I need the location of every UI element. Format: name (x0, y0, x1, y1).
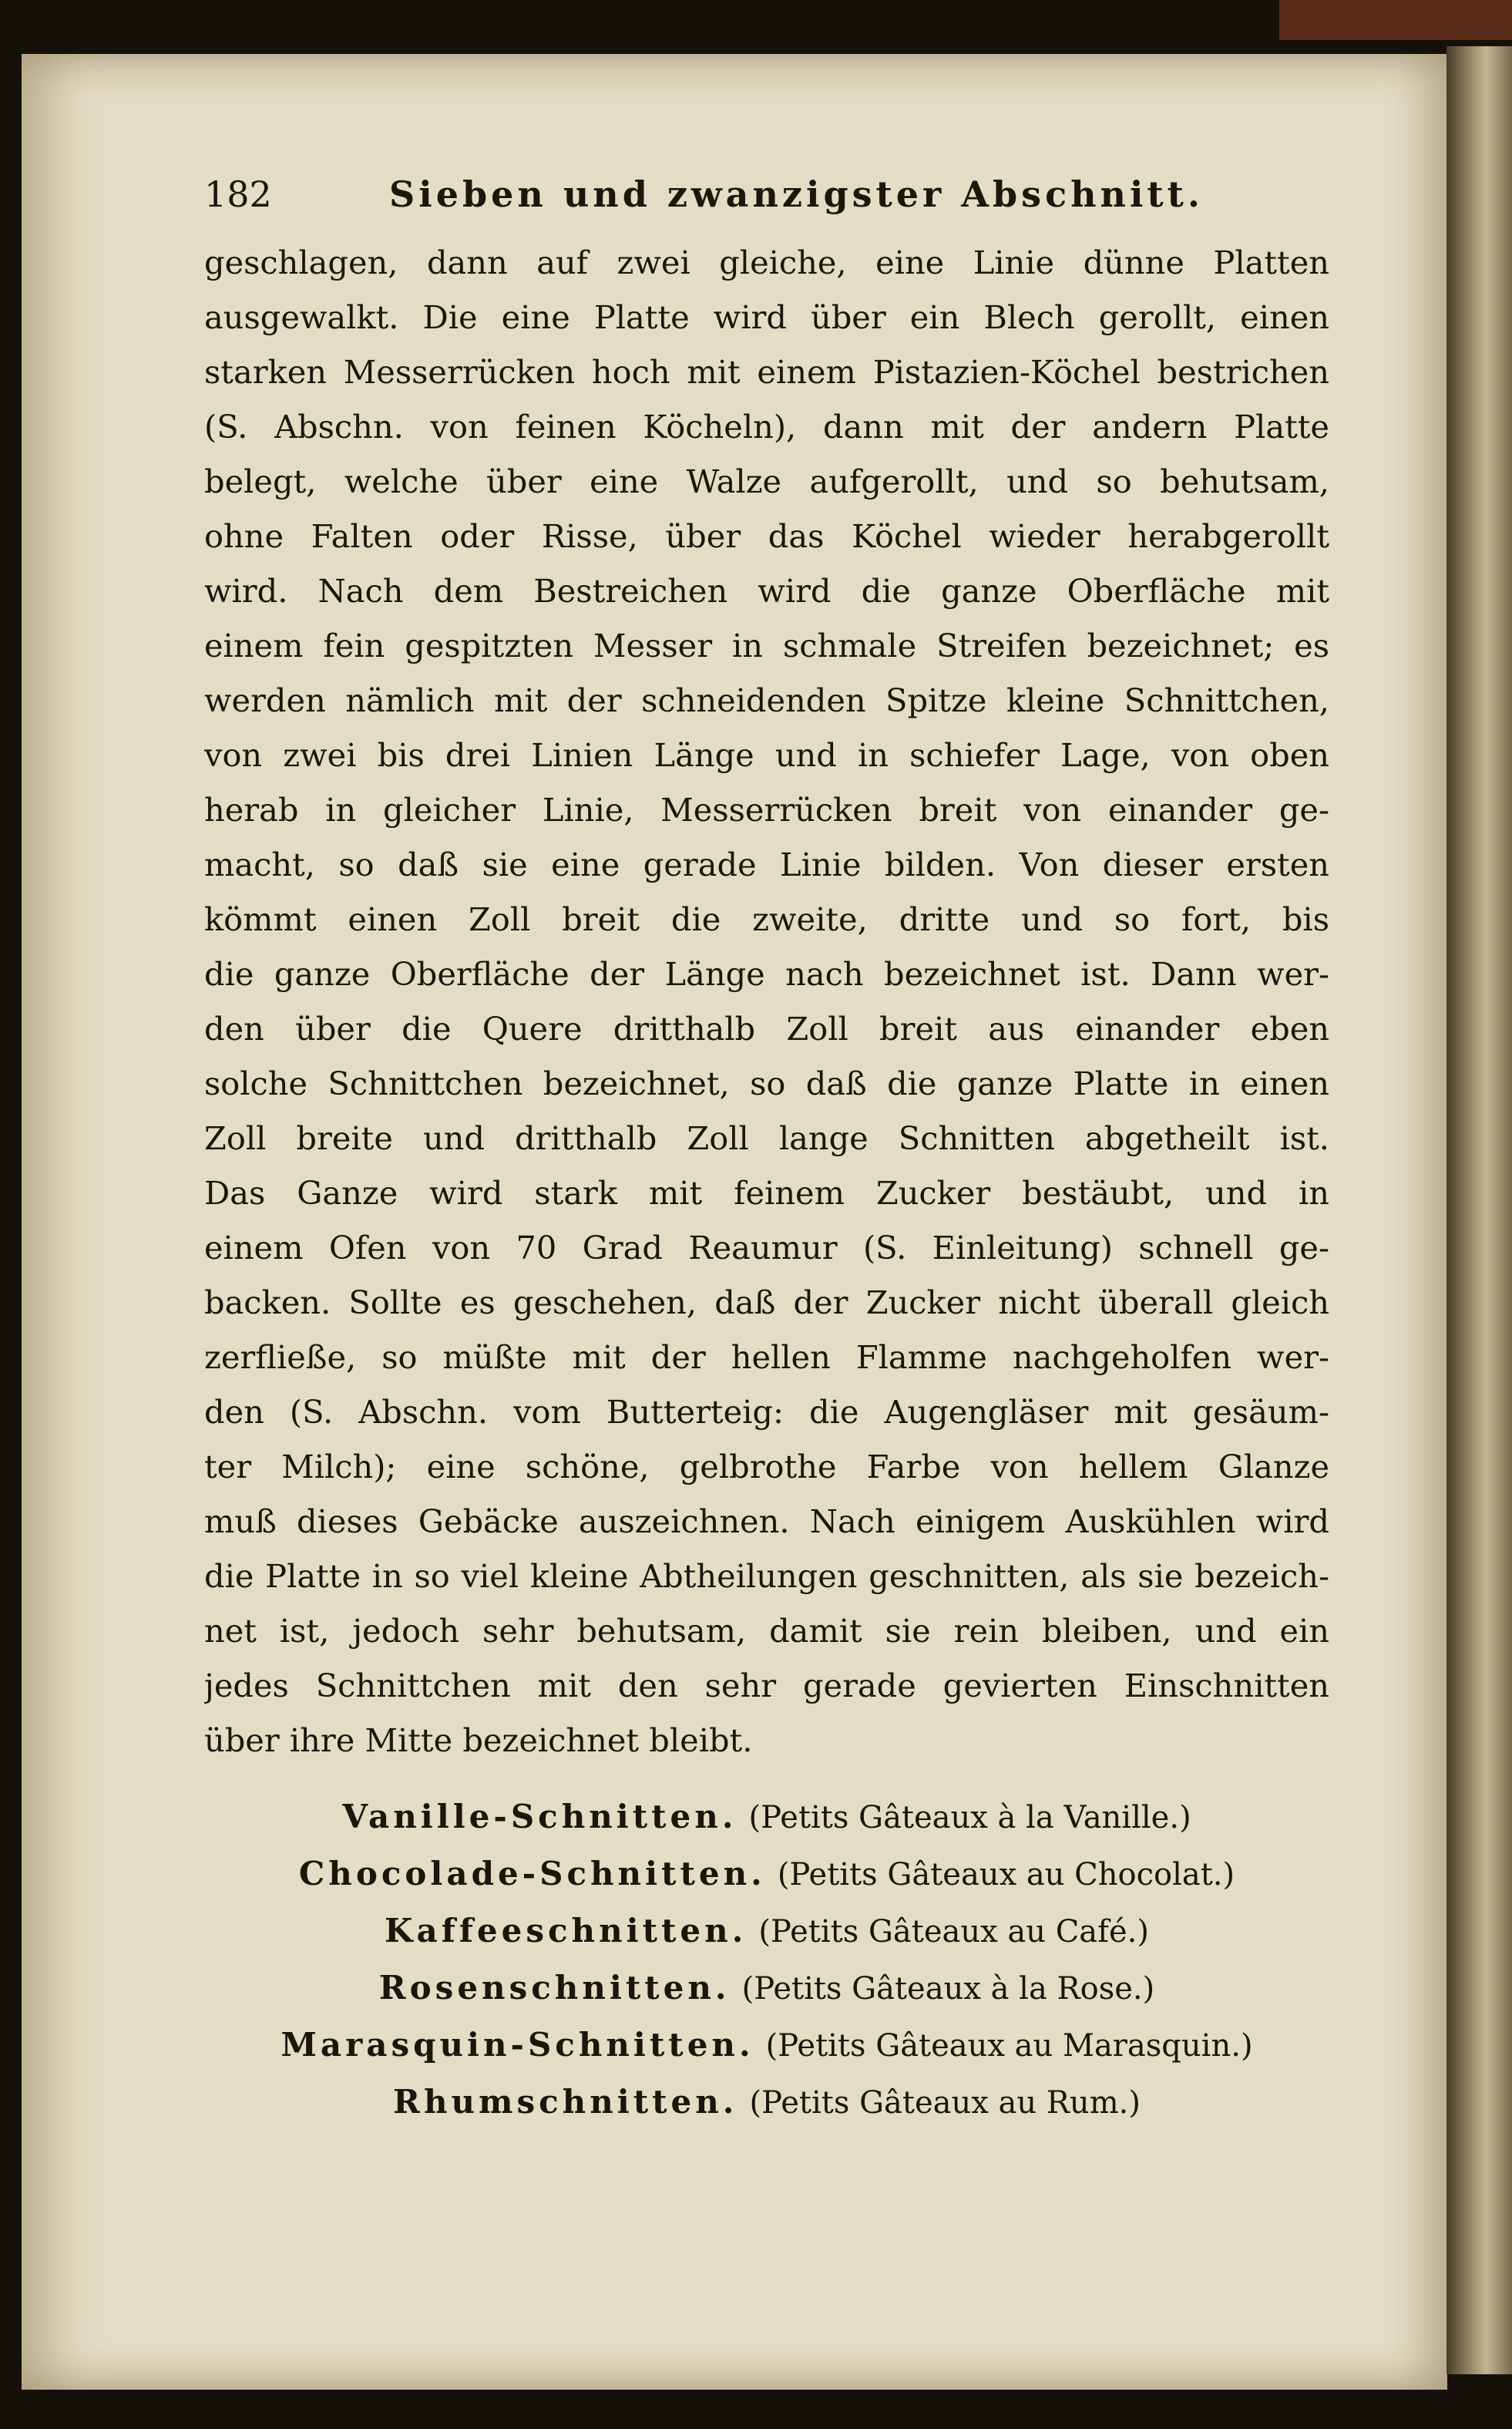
body-text (204, 235, 1329, 1768)
recipe-title (204, 2017, 1329, 2074)
recipe-title-german: Marasquin-Schnitten. (281, 2026, 754, 2064)
text-line: belegt, welche über eine Walze aufgerollt, und so behutsam, (204, 463, 1329, 500)
text-line: starken Messerrücken hoch mit einem Pistazien-Köchel bestrichen (204, 353, 1329, 391)
recipe-title (204, 1845, 1329, 1902)
running-title: Sieben und zwanzigster Abschnitt. (389, 173, 1204, 215)
recipe-title-german: Rosenschnitten. (378, 1969, 731, 2007)
recipe-title-list (204, 1788, 1329, 2131)
text-line: jedes Schnittchen mit den sehr gerade gevierten Einschnitten (204, 1667, 1329, 1704)
text-line: muß dieses Gebäcke auszeichnen. Nach einigem Auskühlen wird (204, 1502, 1329, 1540)
text-line: kömmt einen Zoll breit die zweite, dritte und so fort, bis (204, 900, 1329, 938)
recipe-title-french: (Petits Gâteaux au Café.) (758, 1914, 1149, 1950)
text-line: geschlagen, dann auf zwei gleiche, eine Linie dünne Platten (204, 244, 1329, 281)
recipe-title-french: (Petits Gâteaux au Marasquin.) (765, 2028, 1253, 2064)
recipe-title (204, 1902, 1329, 1960)
text-line: Zoll breite und dritthalb Zoll lange Schnitten abgetheilt ist. (204, 1119, 1329, 1157)
text-line: macht, so daß sie eine gerade Linie bilden. Von dieser ersten (204, 846, 1329, 883)
recipe-title-german: Vanille-Schnitten. (342, 1798, 738, 1835)
text-line: net ist, jedoch sehr behutsam, damit sie rein bleiben, und ein (204, 1612, 1329, 1650)
recipe-title-french: (Petits Gâteaux à la Vanille.) (748, 1800, 1191, 1835)
text-line: ausgewalkt. Die eine Platte wird über ein Blech gerollt, einen (204, 298, 1329, 336)
recipe-title (204, 1788, 1329, 1845)
text-line: den (S. Abschn. vom Butterteig: die Augengläser mit gesäum- (204, 1393, 1329, 1431)
text-line: werden nämlich mit der schneidenden Spitze kleine Schnittchen, (204, 681, 1329, 719)
text-line: herab in gleicher Linie, Messerrücken breit von einander ge- (204, 791, 1329, 829)
recipe-title-german: Rhumschnitten. (393, 2083, 738, 2121)
text-line: den über die Quere dritthalb Zoll breit aus einander eben (204, 1010, 1329, 1048)
text-line: zerfließe, so müßte mit der hellen Flamme nachgeholfen wer- (204, 1338, 1329, 1376)
recipe-title-german: Kaffeeschnitten. (385, 1912, 748, 1950)
text-line: ohne Falten oder Risse, über das Köchel wieder herabgerollt (204, 517, 1329, 555)
text-line: backen. Sollte es geschehen, daß der Zucker nicht überall gleich (204, 1283, 1329, 1321)
recipe-title-french: (Petits Gâteaux au Rum.) (749, 2085, 1141, 2121)
page-number: 182 (204, 173, 272, 215)
text-line: von zwei bis drei Linien Länge und in schiefer Lage, von oben (204, 736, 1329, 774)
recipe-title-french: (Petits Gâteaux à la Rose.) (741, 1971, 1155, 2007)
text-line: einem Ofen von 70 Grad Reaumur (S. Einleitung) schnell ge- (204, 1229, 1329, 1267)
binding-strip (1279, 0, 1512, 40)
recipe-title (204, 2074, 1329, 2131)
text-line: (S. Abschn. von feinen Köcheln), dann mit der andern Platte (204, 408, 1329, 446)
text-line: einem fein gespitzten Messer in schmale Streifen bezeichnet; es (204, 627, 1329, 664)
text-line: Das Ganze wird stark mit feinem Zucker bestäubt, und in (204, 1174, 1329, 1212)
text-line: über ihre Mitte bezeichnet bleibt. (204, 1721, 753, 1759)
recipe-title-german: Chocolade-Schnitten. (298, 1855, 766, 1892)
recipe-title-french: (Petits Gâteaux au Chocolat.) (777, 1857, 1235, 1892)
text-line: ter Milch); eine schöne, gelbrothe Farbe von hellem Glanze (204, 1448, 1329, 1485)
page-edges (1446, 46, 1512, 2374)
page-header (204, 173, 1345, 220)
text-line: die ganze Oberfläche der Länge nach bezeichnet ist. Dann wer- (204, 955, 1329, 993)
text-line: solche Schnittchen bezeichnet, so daß die ganze Platte in einen (204, 1065, 1329, 1102)
text-line: wird. Nach dem Bestreichen wird die ganze Oberfläche mit (204, 572, 1329, 610)
text-line: die Platte in so viel kleine Abtheilungen geschnitten, als sie bezeich- (204, 1557, 1329, 1595)
recipe-title (204, 1960, 1329, 2017)
